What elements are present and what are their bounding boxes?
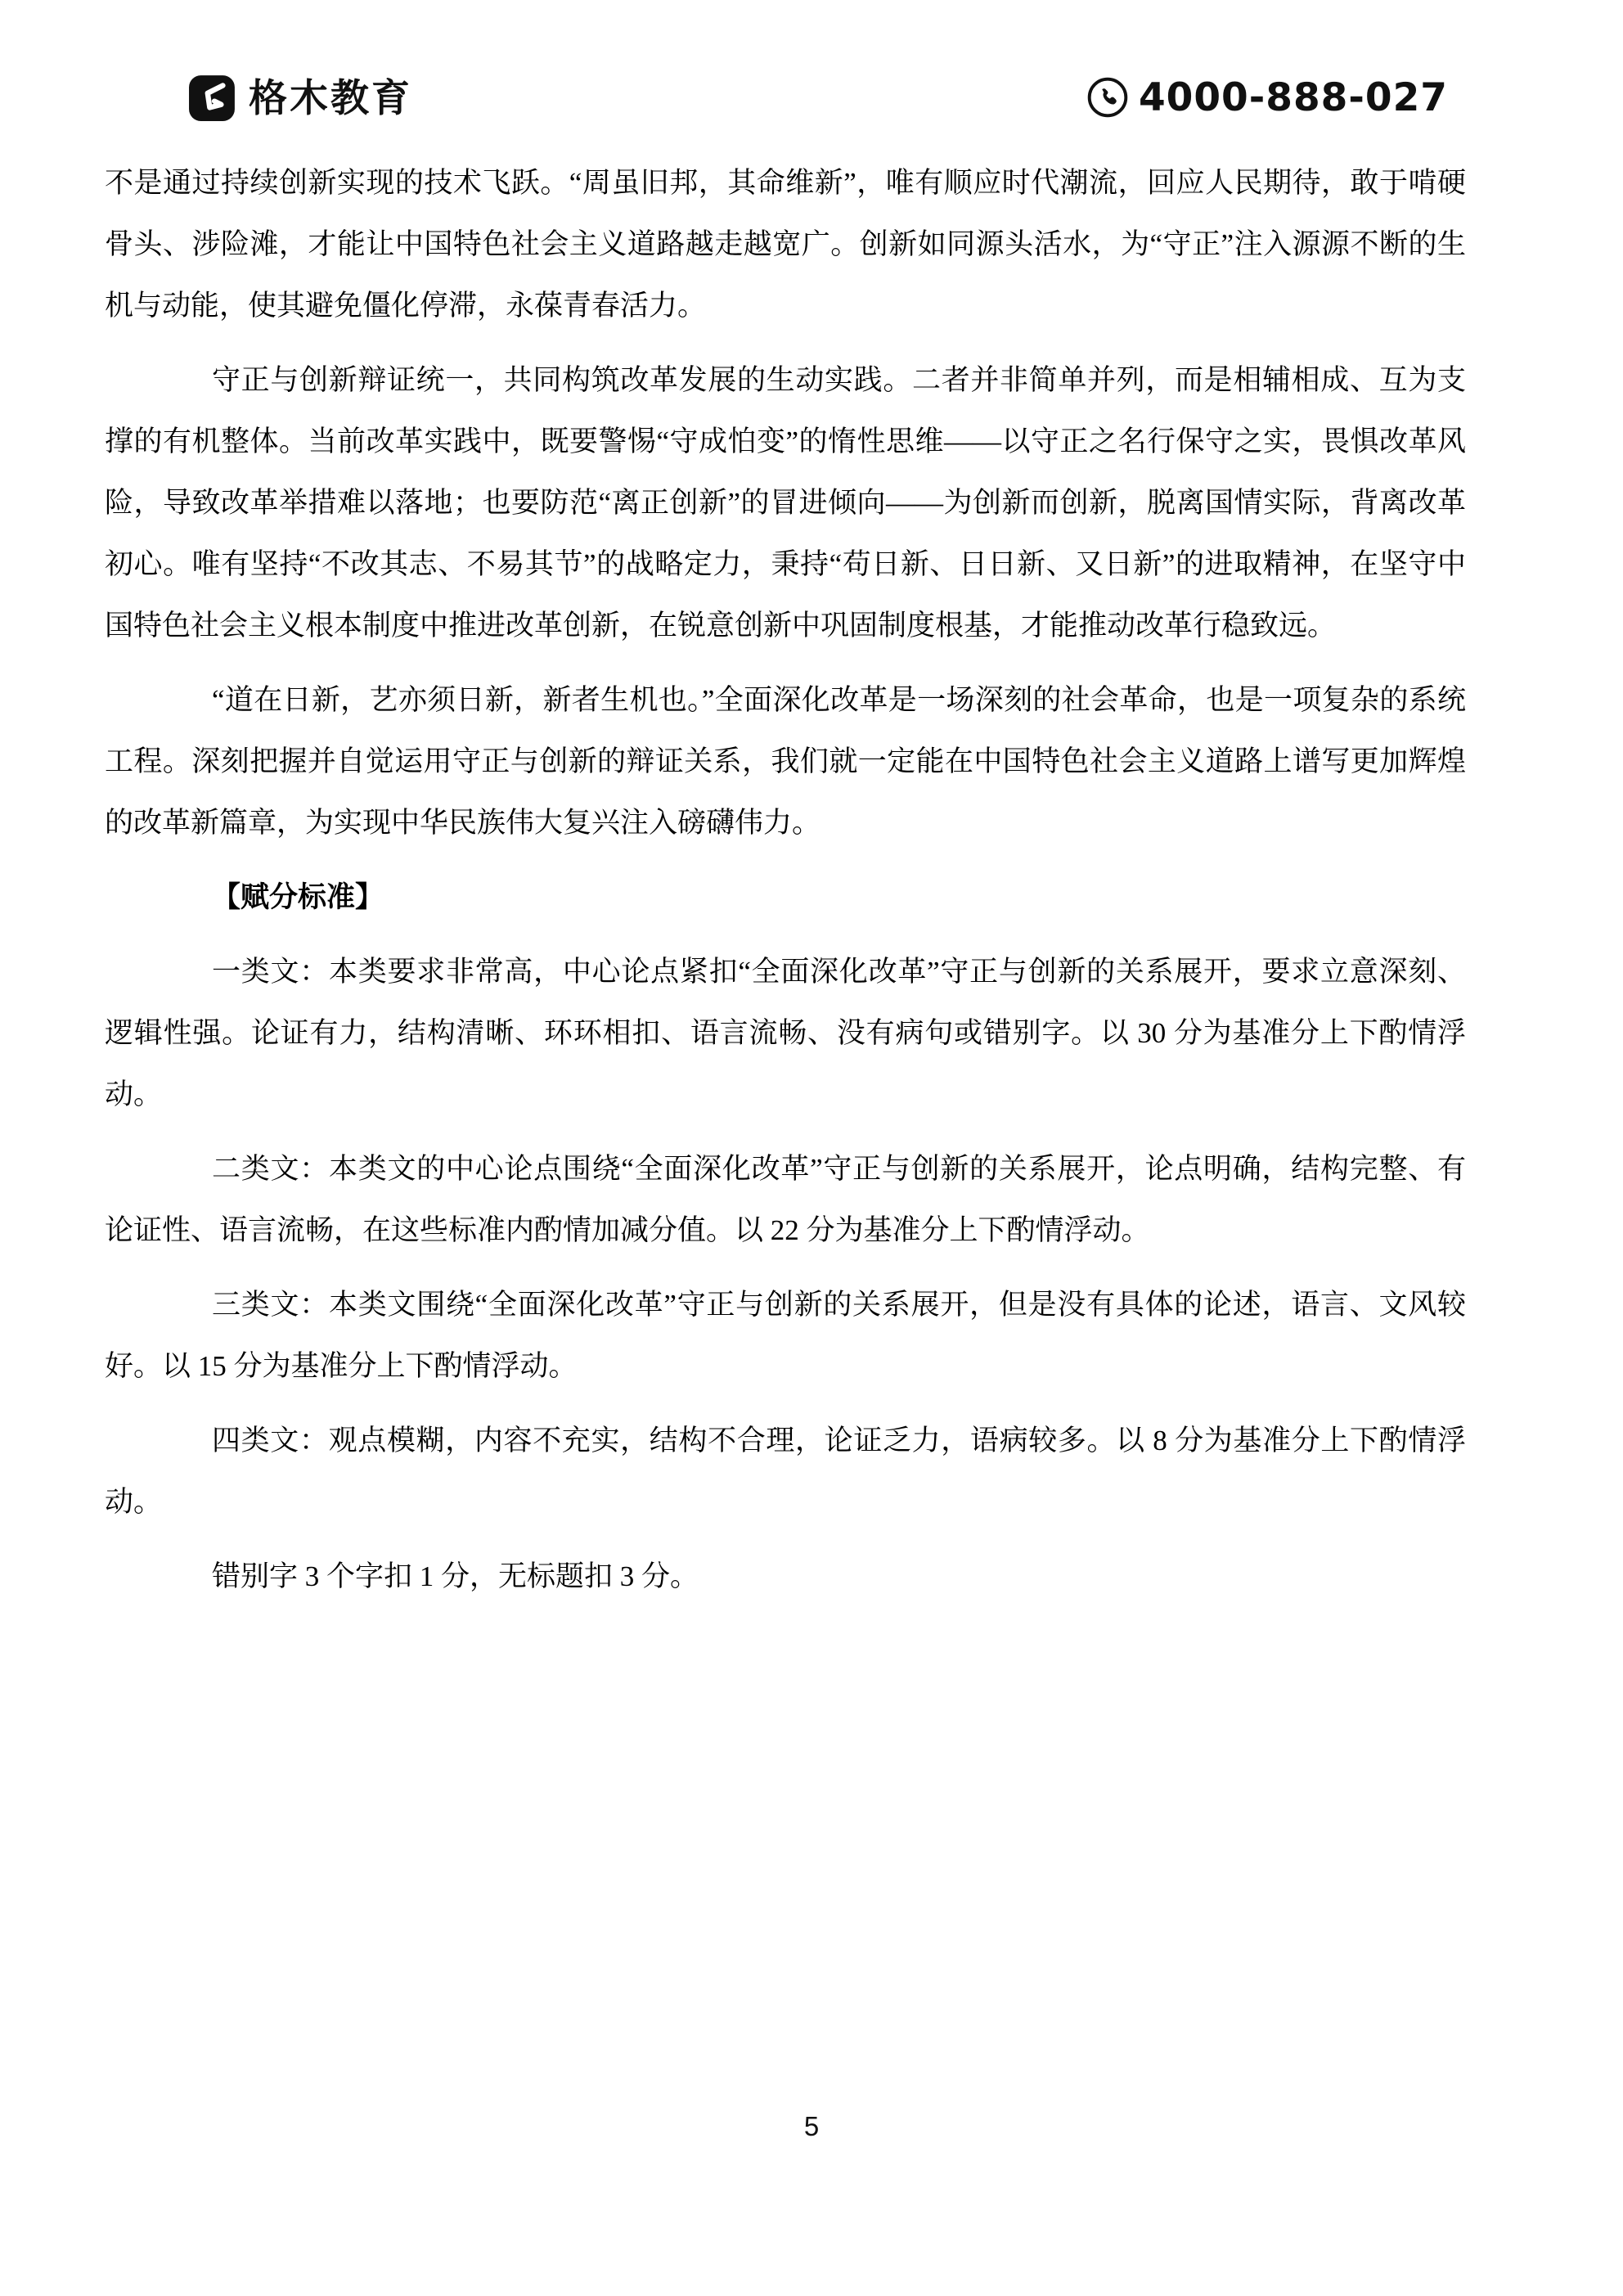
phone-circle-icon [1086, 76, 1129, 119]
paragraph: 三类文：本类文围绕“全面深化改革”守正与创新的关系展开，但是没有具体的论述，语言、文风较好。以 15 分为基准分上下酌情浮动。 [105, 1289, 1466, 1382]
page-number: 5 [803, 2111, 820, 2141]
brand-logo [188, 73, 412, 122]
brand-name: 格木教育 [249, 75, 412, 119]
paragraph: “道在日新，艺亦须日新，新者生机也。”全面深化改革是一场深刻的社会革命，也是一项复杂的系统工程。深刻把握并自觉运用守正与创新的辩证关系，我们就一定能在中国特色社会主义道路上谱写更加辉煌的改革新篇章，为实现中华民族伟大复兴注入磅礴伟力。 [105, 684, 1466, 839]
phone-number: 4000-888-027 [1138, 74, 1448, 120]
header-phone [1086, 76, 1448, 119]
paragraph: 二类文：本类文的中心论点围绕“全面深化改革”守正与创新的关系展开，论点明确，结构完整、有论证性、语言流畅，在这些标准内酌情加减分值。以 22 分为基准分上下酌情浮动。 [105, 1153, 1466, 1246]
paragraph: 四类文：观点模糊，内容不充实，结构不合理，论证乏力，语病较多。以 8 分为基准分上下酌情浮动。 [105, 1425, 1466, 1518]
document-body [105, 152, 1466, 1620]
paragraph: 错别字 3 个字扣 1 分，无标题扣 3 分。 [212, 1560, 699, 1592]
paragraph: 一类文：本类要求非常高，中心论点紧扣“全面深化改革”守正与创新的关系展开，要求立意深刻、逻辑性强。论证有力，结构清晰、环环相扣、语言流畅、没有病句或错别字。以 30 分为基准分上下酌情浮动。 [105, 956, 1466, 1110]
gemu-logo-icon [188, 73, 237, 122]
page-footer [0, 2111, 1623, 2142]
paragraph: 守正与创新辩证统一，共同构筑改革发展的生动实践。二者并非简单并列，而是相辅相成、互为支撑的有机整体。当前改革实践中，既要警惕“守成怕变”的惰性思维——以守正之名行保守之实，畏惧改革风险，导致改革举措难以落地；也要防范“离正创新”的冒进倾向——为创新而创新，脱离国情实际，背离改革初心。唯有坚持“不改其志、不易其节”的战略定力，秉持“苟日新、日日新、又日新”的进取精神，在坚守中国特色社会主义根本制度中推进改革创新，在锐意创新中巩固制度根基，才能推动改革行稳致远。 [105, 364, 1466, 642]
paragraph: 不是通过持续创新实现的技术飞跃。“周虽旧邦，其命维新”，唯有顺应时代潮流，回应人民期待，敢于啃硬骨头、涉险滩，才能让中国特色社会主义道路越走越宽广。创新如同源头活水，为“守正”注入源源不断的生机与动能，使其避免僵化停滞，永葆青春活力。 [105, 167, 1466, 322]
page-header [188, 69, 1448, 126]
section-heading: 【赋分标准】 [212, 881, 384, 913]
